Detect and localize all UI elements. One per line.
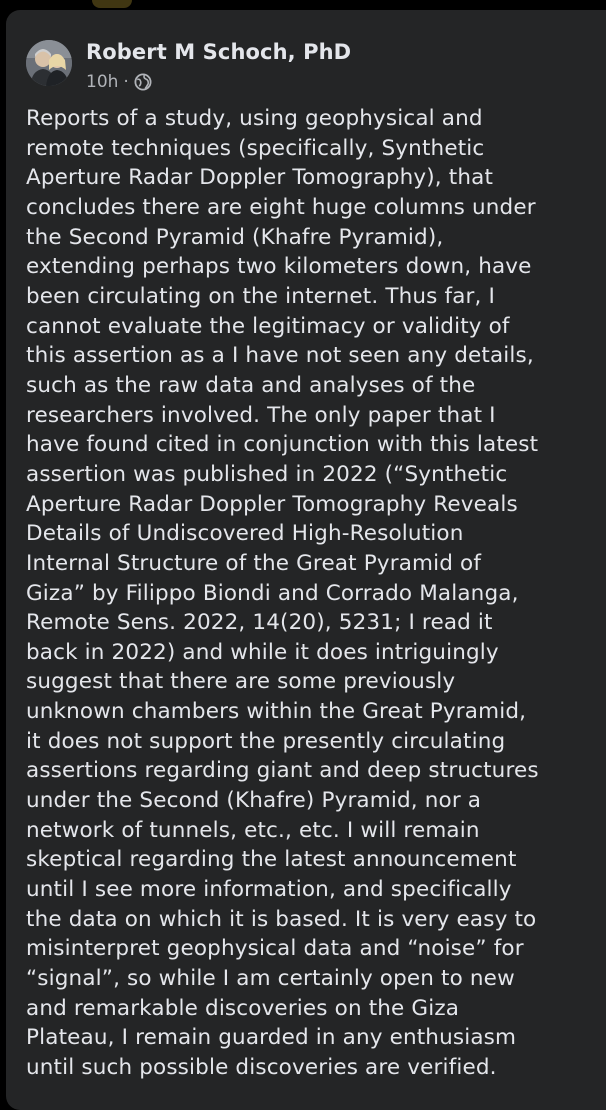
avatar-photo-icon (26, 40, 72, 86)
top-edge-highlight (92, 0, 132, 8)
post-body-text: Reports of a study, using geophysical and remote techniques (specifically, Synthetic Aperture Radar Doppler Tomography), that concludes there are eight huge columns under the Second Pyramid (Khafre Pyramid), extending perhaps two kilometers down, have been circulating on the internet. Thus far, I cannot evaluate the legitimacy or validity of this assertion as a I have not seen any details, such as the raw data and analyses of the researchers involved. The only paper that I have found cited in conjunction with this latest assertion was published in 2022 (“Synthetic Aperture Radar Doppler Tomography Reveals Details of Undiscovered High-Resolution Internal Structure of the Great Pyramid of Giza” by Filippo Biondi and Corrado Malanga, Remote Sens. 2022, 14(20), 5231; I read it back in 2022) and while it does intriguingly suggest that there are some previously unknown chambers within the Great Pyramid, it does not support the presently circulating assertions regarding giant and deep structures under the Second (Khafre) Pyramid, nor a network of tunnels, etc., etc. I will remain skeptical regarding the latest announcement until I see more information, and specifically the data on which it is based. It is very easy to misinterpret geophysical data and “noise” for “signal”, so while I am certainly open to new and remarkable discoveries on the Giza Plateau, I remain guarded in any enthusiasm until such possible discoveries are verified. (26, 106, 539, 1080)
meta-separator: · (123, 72, 129, 92)
post-header (26, 40, 586, 92)
globe-icon[interactable] (134, 73, 152, 91)
avatar[interactable] (26, 40, 72, 86)
author-name[interactable]: Robert M Schoch, PhD (86, 40, 352, 64)
post-meta (86, 72, 152, 92)
post-card (6, 10, 606, 1110)
post-timestamp[interactable]: 10h (86, 72, 119, 92)
